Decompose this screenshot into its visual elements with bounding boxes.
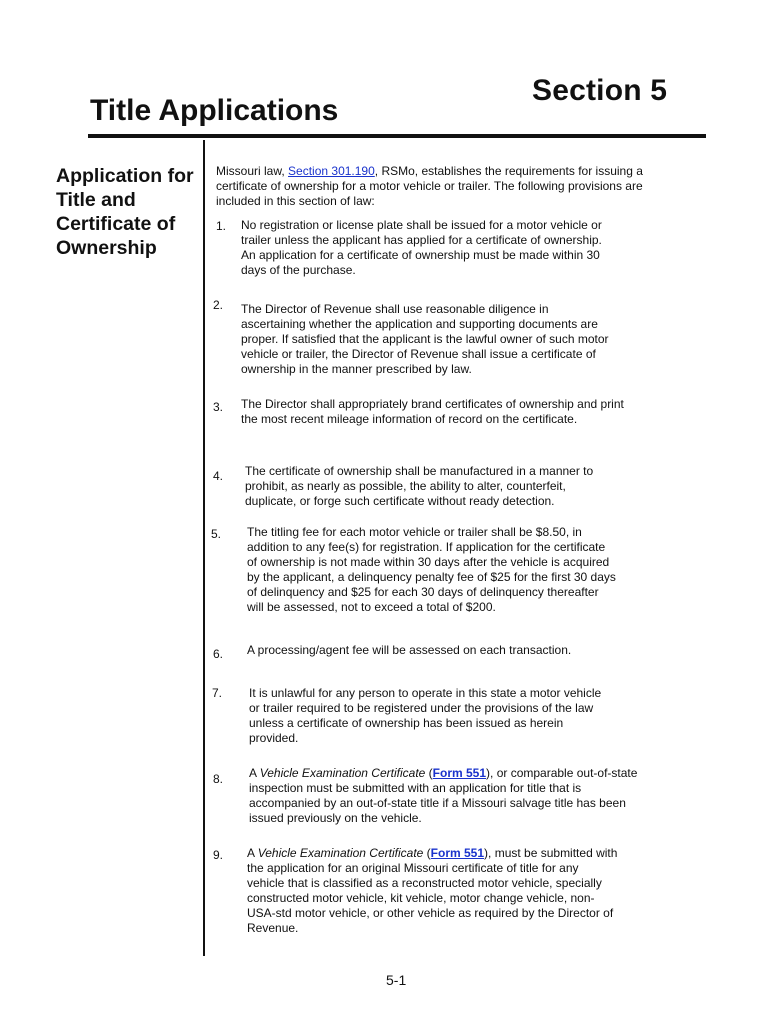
side-heading	[56, 164, 206, 260]
item-text	[247, 846, 619, 936]
form-title: Vehicle Examination Certificate	[259, 766, 426, 780]
item-text-open: (	[425, 766, 433, 780]
item-number: 1.	[216, 219, 227, 233]
page-title: Title Applications	[90, 94, 339, 127]
intro-prefix: Missouri law,	[216, 164, 289, 178]
section-301-190-link[interactable]: Section 301.190	[288, 164, 375, 178]
form-551-link[interactable]: Form 551	[430, 846, 485, 860]
intro-suffix: , RSMo, establishes the requirements for issuing a certificate of ownership for a motor vehicle or trailer. The following provisions are included in this section of law:	[216, 164, 643, 208]
item-number: 2.	[213, 298, 224, 312]
form-title: Vehicle Examination Certificate	[257, 846, 424, 860]
item-text-open: (	[423, 846, 431, 860]
section-label: Section 5	[532, 74, 668, 107]
item-text: It is unlawful for any person to operate in this state a motor vehicle or trailer required to be registered under the provisions of the law unless a certificate of ownership has been issued as herein provided.	[249, 686, 602, 745]
item-text-pre: A	[249, 766, 260, 780]
item-text: No registration or license plate shall be issued for a motor vehicle or trailer unless the applicant has applied for a certificate of ownership. An application for a certificate of ownership must be made within 30 days of the purchase.	[241, 218, 602, 277]
side-heading-line: Application for	[56, 165, 194, 187]
item-number: 7.	[212, 686, 223, 700]
item-text: The titling fee for each motor vehicle or trailer shall be $8.50, in addition to any fee(s) for registration. If application for the certificate of ownership is not made within 30 days after the vehicle is acquired by the applicant, a delinquency penalty fee of $25 for the first 30 days of delinquency and $25 for each 30 days of delinquency thereafter will be assessed, not to exceed a total of $200.	[247, 525, 616, 614]
vertical-rule	[203, 140, 205, 956]
item-number: 6.	[213, 647, 224, 661]
form-551-link[interactable]: Form 551	[432, 766, 487, 780]
item-text: The Director shall appropriately brand certificates of ownership and print the most recent mileage information of record on the certificate.	[241, 397, 624, 426]
item-text: The Director of Revenue shall use reasonable diligence in ascertaining whether the application and supporting documents are proper. If satisfied that the applicant is the lawful owner of such motor vehicle or trailer, the Director of Revenue shall issue a certificate of ownership in the manner prescribed by law.	[241, 302, 609, 376]
item-text-post: ), must be submitted with the application for an original Missouri certificate of title for any vehicle that is classified as a reconstructed motor vehicle, specially constructed motor vehicle, kit vehicle, motor change vehicle, non-USA-std motor vehicle, or other vehicle as required by the Director of Revenue.	[247, 846, 618, 935]
intro-paragraph	[216, 164, 666, 209]
item-text-post: ), or comparable out-of-state inspection must be submitted with an application for title that is accompanied by an out-of-state title if a Missouri salvage title has been issued previously on the vehicle.	[249, 766, 638, 825]
item-number: 9.	[213, 848, 224, 862]
item-text	[249, 766, 641, 826]
title-rule	[88, 134, 706, 138]
side-heading-line: Certificate of	[56, 213, 176, 235]
item-text: A processing/agent fee will be assessed on each transaction.	[247, 643, 572, 657]
item-text-pre: A	[247, 846, 258, 860]
item-number: 4.	[213, 469, 224, 483]
item-number: 3.	[213, 400, 224, 414]
page-number: 5-1	[386, 972, 407, 988]
item-text: The certificate of ownership shall be manufactured in a manner to prohibit, as nearly as possible, the ability to alter, counterfeit, duplicate, or forge such certificate without ready detection.	[245, 464, 594, 508]
side-heading-line: Title and	[56, 189, 136, 211]
item-number: 5.	[211, 527, 222, 541]
side-heading-line: Ownership	[56, 237, 157, 259]
item-number: 8.	[213, 772, 224, 786]
